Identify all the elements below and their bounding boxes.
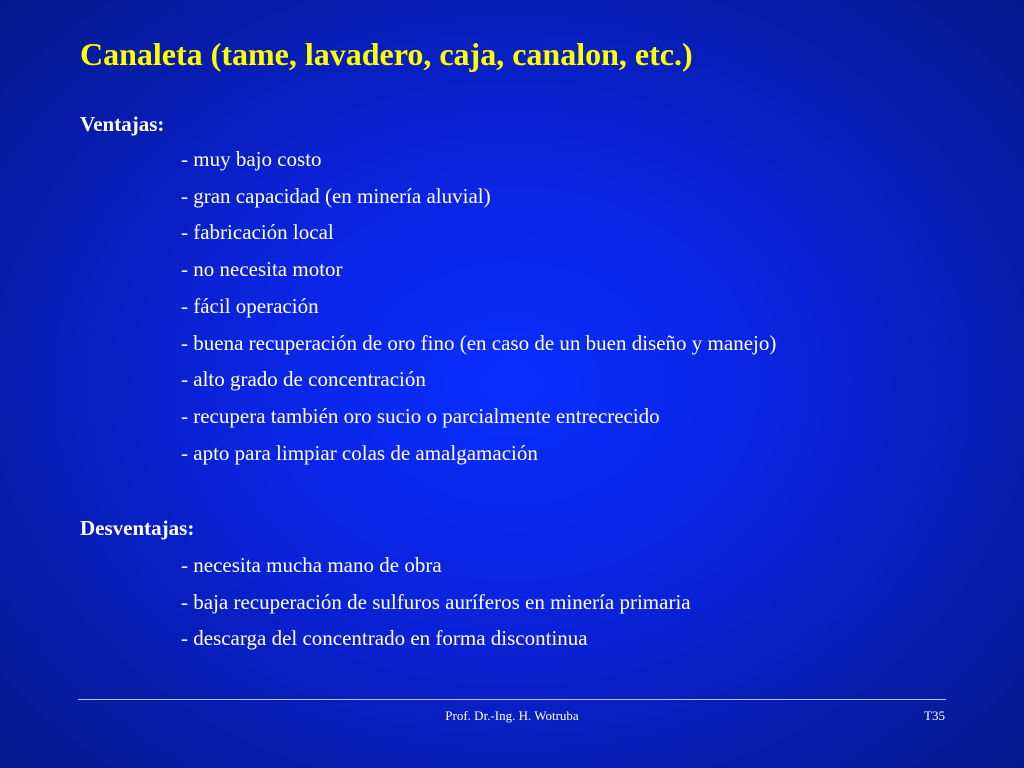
desventajas-heading: Desventajas: bbox=[80, 516, 195, 540]
ventajas-item: - recupera también oro sucio o parcialmente entrecrecido bbox=[181, 403, 660, 428]
desventajas-item: - necesita mucha mano de obra bbox=[181, 553, 442, 577]
ventajas-list bbox=[181, 141, 776, 471]
ventajas-item: - buena recuperación de oro fino (en caso de un buen diseño y manejo) bbox=[181, 330, 777, 355]
ventajas-item: - muy bajo costo bbox=[181, 147, 322, 171]
ventajas-item: - alto grado de concentración bbox=[181, 367, 426, 392]
ventajas-heading: Ventajas: bbox=[80, 112, 165, 136]
ventajas-item: - no necesita motor bbox=[181, 257, 343, 282]
ventajas-item: - gran capacidad (en minería aluvial) bbox=[181, 183, 491, 208]
footer-author: Prof. Dr.-Ing. H. Wotruba bbox=[445, 708, 579, 723]
slide-title: Canaleta (tame, lavadero, caja, canalon, etc.) bbox=[80, 36, 693, 72]
desventajas-item: - baja recuperación de sulfuros auríferos en minería primaria bbox=[181, 589, 691, 614]
desventajas-item: - descarga del concentrado en forma discontinua bbox=[181, 626, 588, 651]
ventajas-item: - apto para limpiar colas de amalgamación bbox=[181, 440, 538, 465]
ventajas-item: - fabricación local bbox=[181, 220, 334, 245]
page-number: T35 bbox=[924, 708, 945, 723]
desventajas-list bbox=[181, 547, 691, 657]
footer-divider bbox=[78, 699, 946, 700]
ventajas-item: - fácil operación bbox=[181, 293, 319, 318]
